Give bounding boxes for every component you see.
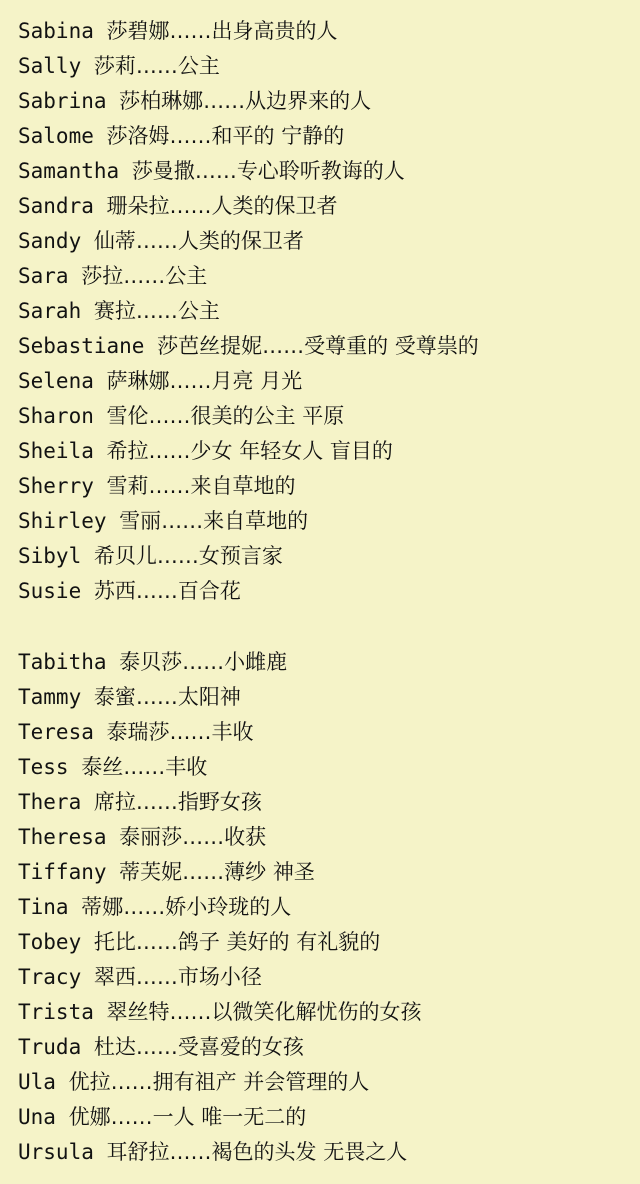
english-name: Sheila: [18, 439, 94, 463]
ellipsis-separator: ……: [182, 860, 225, 884]
chinese-transliteration: 蒂芙妮: [119, 860, 183, 884]
chinese-transliteration: 萨琳娜: [106, 369, 170, 393]
chinese-transliteration: 赛拉: [93, 299, 136, 323]
name-meaning: 百合花: [177, 579, 241, 603]
ellipsis-separator: ……: [135, 54, 178, 78]
chinese-transliteration: 雪丽: [119, 509, 162, 533]
name-meaning: 来自草地的: [190, 474, 296, 498]
chinese-transliteration: 雪莉: [106, 474, 149, 498]
chinese-transliteration: 泰丽莎: [119, 825, 183, 849]
english-name: Salome: [18, 124, 94, 148]
english-name: Shirley: [18, 509, 107, 533]
chinese-transliteration: 莎柏琳娜: [119, 89, 204, 113]
english-name: Sabrina: [18, 89, 107, 113]
chinese-transliteration: 托比: [93, 930, 136, 954]
english-name: Tina: [18, 895, 69, 919]
english-name: Thera: [18, 790, 82, 814]
list-item: [18, 960, 640, 995]
name-meaning: 拥有祖产 并会管理的人: [152, 1070, 370, 1094]
chinese-transliteration: 优拉: [68, 1070, 111, 1094]
ellipsis-separator: ……: [169, 19, 212, 43]
english-name: Sandra: [18, 194, 94, 218]
name-meaning: 少女 年轻女人 盲目的: [190, 439, 393, 463]
english-name: Sara: [18, 264, 69, 288]
ellipsis-separator: ……: [148, 474, 191, 498]
ellipsis-separator: ……: [169, 124, 212, 148]
name-list-container: [18, 14, 640, 1170]
name-group: [18, 14, 640, 609]
ellipsis-separator: ……: [148, 404, 191, 428]
chinese-transliteration: 希贝儿: [93, 544, 157, 568]
name-meaning: 受喜爱的女孩: [177, 1035, 304, 1059]
chinese-transliteration: 莎碧娜: [106, 19, 170, 43]
english-name: Susie: [18, 579, 82, 603]
chinese-transliteration: 莎莉: [93, 54, 136, 78]
name-meaning: 专心聆听教诲的人: [236, 159, 405, 183]
name-group: [18, 645, 640, 1170]
name-meaning: 以微笑化解忧伤的女孩: [211, 1000, 422, 1024]
chinese-transliteration: 席拉: [93, 790, 136, 814]
list-item: [18, 680, 640, 715]
chinese-transliteration: 仙蒂: [93, 229, 136, 253]
chinese-transliteration: 翠西: [93, 965, 136, 989]
chinese-transliteration: 莎拉: [81, 264, 124, 288]
name-meaning: 娇小玲珑的人: [165, 895, 292, 919]
list-item: [18, 855, 640, 890]
list-item: [18, 119, 640, 154]
english-name: Sherry: [18, 474, 94, 498]
ellipsis-separator: ……: [135, 965, 178, 989]
list-item: [18, 925, 640, 960]
english-name: Sebastiane: [18, 334, 145, 358]
name-meaning: 丰收: [211, 720, 254, 744]
name-meaning: 一人 唯一无二的: [152, 1105, 307, 1129]
english-name: Sabina: [18, 19, 94, 43]
ellipsis-separator: ……: [169, 720, 212, 744]
name-meaning: 来自草地的: [203, 509, 309, 533]
name-meaning: 人类的保卫者: [211, 194, 338, 218]
ellipsis-separator: ……: [194, 159, 237, 183]
english-name: Sharon: [18, 404, 94, 428]
name-meaning: 公主: [177, 54, 220, 78]
english-name: Tracy: [18, 965, 82, 989]
name-meaning: 太阳神: [177, 685, 241, 709]
list-item: [18, 294, 640, 329]
ellipsis-separator: ……: [135, 579, 178, 603]
ellipsis-separator: ……: [135, 229, 178, 253]
english-name: Ula: [18, 1070, 56, 1094]
english-name: Una: [18, 1105, 56, 1129]
name-meaning: 公主: [165, 264, 208, 288]
list-item: [18, 820, 640, 855]
name-meaning: 褐色的头发 无畏之人: [211, 1140, 408, 1164]
ellipsis-separator: ……: [123, 264, 166, 288]
chinese-transliteration: 泰丝: [81, 755, 124, 779]
chinese-transliteration: 莎芭丝提妮: [157, 334, 263, 358]
english-name: Sibyl: [18, 544, 82, 568]
name-meaning: 很美的公主 平原: [190, 404, 345, 428]
ellipsis-separator: ……: [182, 825, 225, 849]
list-item: [18, 469, 640, 504]
name-meaning: 鸽子 美好的 有礼貌的: [177, 930, 381, 954]
chinese-transliteration: 耳舒拉: [106, 1140, 170, 1164]
list-item: [18, 434, 640, 469]
list-item: [18, 750, 640, 785]
chinese-transliteration: 杜达: [93, 1035, 136, 1059]
chinese-transliteration: 珊朵拉: [106, 194, 170, 218]
chinese-transliteration: 苏西: [93, 579, 136, 603]
english-name: Sandy: [18, 229, 82, 253]
english-name: Ursula: [18, 1140, 94, 1164]
list-item: [18, 329, 640, 364]
list-item: [18, 49, 640, 84]
list-item: [18, 14, 640, 49]
chinese-transliteration: 莎洛姆: [106, 124, 170, 148]
name-meaning: 丰收: [165, 755, 208, 779]
ellipsis-separator: ……: [148, 439, 191, 463]
chinese-transliteration: 泰瑞莎: [106, 720, 170, 744]
name-meaning: 市场小径: [177, 965, 262, 989]
name-meaning: 从边界来的人: [245, 89, 372, 113]
ellipsis-separator: ……: [169, 1000, 212, 1024]
ellipsis-separator: ……: [169, 369, 212, 393]
list-item: [18, 259, 640, 294]
list-item: [18, 645, 640, 680]
english-name: Teresa: [18, 720, 94, 744]
ellipsis-separator: ……: [169, 194, 212, 218]
chinese-transliteration: 蒂娜: [81, 895, 124, 919]
list-item: [18, 1100, 640, 1135]
english-name: Tobey: [18, 930, 82, 954]
ellipsis-separator: ……: [156, 544, 199, 568]
ellipsis-separator: ……: [110, 1105, 153, 1129]
list-item: [18, 1135, 640, 1170]
list-item: [18, 890, 640, 925]
chinese-transliteration: 希拉: [106, 439, 149, 463]
ellipsis-separator: ……: [262, 334, 305, 358]
name-meaning: 出身高贵的人: [211, 19, 338, 43]
ellipsis-separator: ……: [123, 895, 166, 919]
english-name: Tabitha: [18, 650, 107, 674]
chinese-transliteration: 泰蜜: [93, 685, 136, 709]
list-item: [18, 1065, 640, 1100]
ellipsis-separator: ……: [135, 299, 178, 323]
group-spacer: [18, 609, 640, 645]
list-item: [18, 995, 640, 1030]
ellipsis-separator: ……: [203, 89, 246, 113]
name-meaning: 月亮 月光: [211, 369, 303, 393]
english-name: Sally: [18, 54, 82, 78]
chinese-transliteration: 雪伦: [106, 404, 149, 428]
name-meaning: 薄纱 神圣: [224, 860, 315, 884]
list-item: [18, 1030, 640, 1065]
list-item: [18, 539, 640, 574]
ellipsis-separator: ……: [135, 1035, 178, 1059]
english-name: Selena: [18, 369, 94, 393]
list-item: [18, 154, 640, 189]
ellipsis-separator: ……: [161, 509, 204, 533]
english-name: Samantha: [18, 159, 120, 183]
english-name: Theresa: [18, 825, 107, 849]
chinese-transliteration: 翠丝特: [106, 1000, 170, 1024]
ellipsis-separator: ……: [110, 1070, 153, 1094]
name-meaning: 受尊重的 受尊祟的: [304, 334, 479, 358]
ellipsis-separator: ……: [123, 755, 166, 779]
chinese-transliteration: 莎曼撒: [131, 159, 195, 183]
english-name: Sarah: [18, 299, 82, 323]
list-item: [18, 504, 640, 539]
list-item: [18, 785, 640, 820]
english-name: Tiffany: [18, 860, 107, 884]
english-name: Tess: [18, 755, 69, 779]
list-item: [18, 224, 640, 259]
english-name: Trista: [18, 1000, 94, 1024]
name-meaning: 收获: [224, 825, 267, 849]
ellipsis-separator: ……: [182, 650, 225, 674]
chinese-transliteration: 泰贝莎: [119, 650, 183, 674]
ellipsis-separator: ……: [135, 790, 178, 814]
name-meaning: 指野女孩: [177, 790, 262, 814]
list-item: [18, 574, 640, 609]
list-item: [18, 399, 640, 434]
name-meaning: 小雌鹿: [224, 650, 288, 674]
ellipsis-separator: ……: [169, 1140, 212, 1164]
name-meaning: 女预言家: [198, 544, 283, 568]
english-name: Truda: [18, 1035, 82, 1059]
english-name: Tammy: [18, 685, 82, 709]
chinese-transliteration: 优娜: [68, 1105, 111, 1129]
name-meaning: 公主: [177, 299, 220, 323]
list-item: [18, 84, 640, 119]
name-meaning: 和平的 宁静的: [211, 124, 345, 148]
ellipsis-separator: ……: [135, 930, 178, 954]
name-meaning: 人类的保卫者: [177, 229, 304, 253]
list-item: [18, 189, 640, 224]
ellipsis-separator: ……: [135, 685, 178, 709]
list-item: [18, 364, 640, 399]
list-item: [18, 715, 640, 750]
